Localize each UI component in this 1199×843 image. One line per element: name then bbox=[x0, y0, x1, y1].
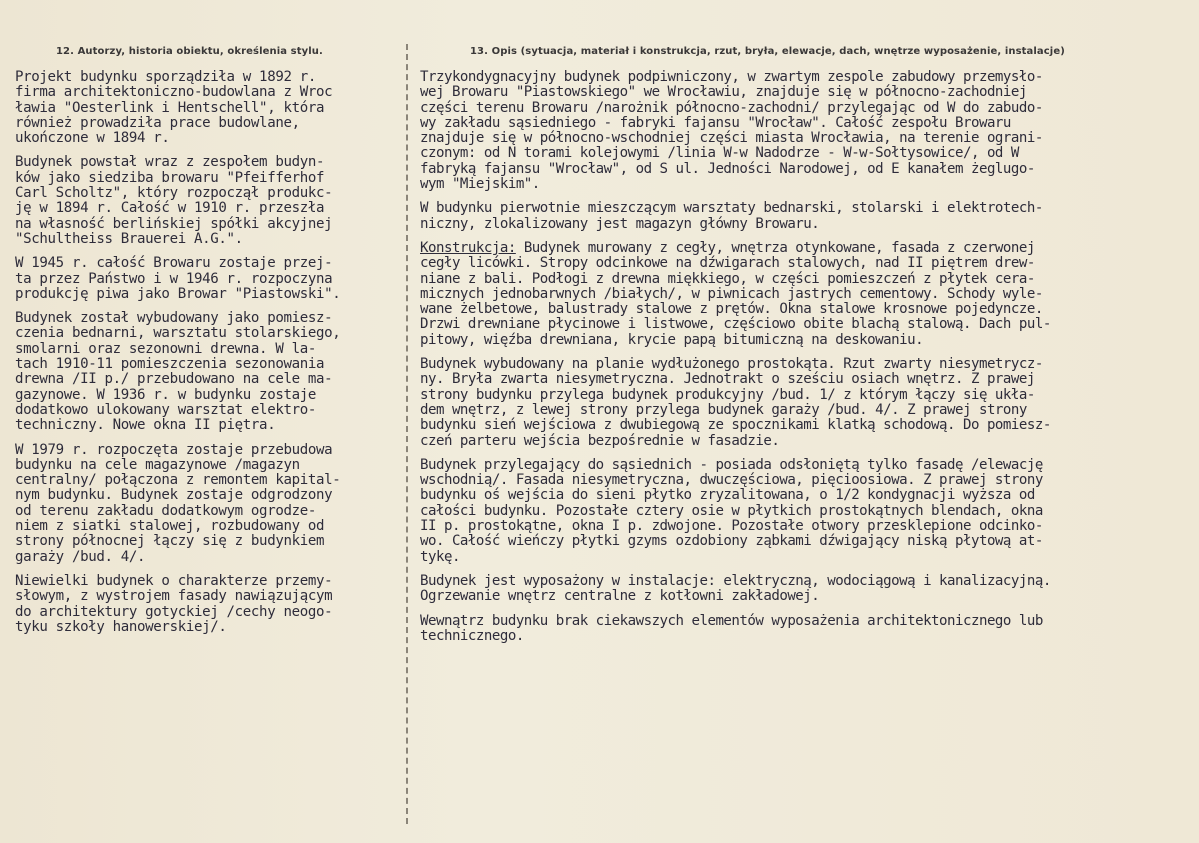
text-paragraph bbox=[420, 574, 1195, 605]
text-line: smolarni oraz sezonowni drewna. W la- bbox=[15, 340, 317, 357]
section-label: Konstrukcja: bbox=[420, 239, 516, 256]
text-line: technicznego. bbox=[420, 627, 524, 644]
text-line: dodatkowo ulokowany warsztat elektro- bbox=[15, 401, 317, 418]
text-line: Carl Scholtz", który rozpoczął produkc- bbox=[15, 185, 333, 202]
text-paragraph bbox=[15, 155, 407, 247]
text-paragraph bbox=[420, 70, 1195, 192]
text-line: W 1979 r. rozpoczęta zostaje przebudowa bbox=[15, 441, 333, 458]
text-line: również prowadziła prace budowlane, bbox=[15, 114, 300, 131]
text-line: Konstrukcja: Budynek murowany z cegły, wnętrza otynkowane, fasada z czerwonej bbox=[420, 239, 1035, 256]
text-line: produkcję piwa jako Browar "Piastowski". bbox=[15, 285, 341, 302]
text-line: wo. Całość wieńczy płytki gzyms ozdobiony ząbkami dźwigający niską płytową at- bbox=[420, 533, 1043, 550]
text-line: do architektury gotyckiej /cechy neogo- bbox=[15, 603, 333, 620]
text-line: pitowy, więźba drewniana, krycie papą bitumiczną na deskowaniu. bbox=[420, 331, 924, 348]
text-line: budynku sień wejściowa z dwubiegową ze spocznikami klatką schodową. Do pomiesz- bbox=[420, 417, 1051, 434]
text-line: słowym, z wystrojem fasady nawiązującym bbox=[15, 588, 333, 605]
text-line: firma architektoniczno-budowlana z Wroc bbox=[15, 84, 333, 101]
text-line: Budynek został wybudowany jako pomiesz- bbox=[15, 310, 333, 327]
text-line: fabryką fajansu "Wrocław", od S ul. Jedności Narodowej, od E kanałem żeglugo- bbox=[420, 160, 1035, 177]
text-line: Budynek wybudowany na planie wydłużonego prostokąta. Rzut zwarty niesymetrycz- bbox=[420, 356, 1043, 373]
text-line: II p. prostokątne, okna I p. zdwojone. Pozostałe otwory przesklepione odcinko- bbox=[420, 518, 1043, 535]
text-line: Budynek powstał wraz z zespołem budyn- bbox=[15, 154, 325, 171]
text-line: niem z siatki stalowej, rozbudowany od bbox=[15, 518, 325, 535]
text-line: nym budynku. Budynek zostaje odgrodzony bbox=[15, 487, 333, 504]
text-paragraph bbox=[420, 241, 1195, 348]
text-line: na własność berlińskiej spółki akcyjnej bbox=[15, 215, 333, 232]
text-line: strony północnej łączy się z budynkiem bbox=[15, 533, 325, 550]
text-line: całości budynku. Pozostałe cztery osie w płytkich prostokątnych blendach, okna bbox=[420, 502, 1043, 519]
text-line: ławia "Oesterlink i Hentschell", która bbox=[15, 99, 325, 116]
text-line: garaży /bud. 4/. bbox=[15, 548, 146, 565]
text-line: techniczny. Nowe okna II piętra. bbox=[15, 417, 276, 434]
text-line: Projekt budynku sporządziła w 1892 r. bbox=[15, 69, 317, 85]
text-paragraph bbox=[15, 574, 407, 635]
text-line: czeń parteru wejścia bezpośrednie w fasadzie. bbox=[420, 432, 780, 449]
text-line: tach 1910-11 pomieszczenia sezonowania bbox=[15, 356, 325, 373]
text-line: ków jako siedziba browaru "Pfeifferhof bbox=[15, 169, 325, 186]
text-line: czenia bednarni, warsztatu stolarskiego, bbox=[15, 325, 341, 342]
text-line: Budynek przylegający do sąsiednich - posiada odsłoniętą tylko fasadę /elewację bbox=[420, 456, 1043, 473]
text-line: tykę. bbox=[420, 548, 460, 565]
text-line: ukończone w 1894 r. bbox=[15, 130, 170, 147]
text-line: cegły licówki. Stropy odcinkowe na dźwigarach stalowych, nad II piętrem drew- bbox=[420, 255, 1035, 272]
text-line: Ogrzewanie wnętrz centralne z kotłowni zakładowej. bbox=[420, 588, 820, 605]
text-paragraph bbox=[15, 70, 407, 146]
text-line: budynku oś wejścia do sieni płytko zryzalitowana, o 1/2 kondygnacji wyższa od bbox=[420, 487, 1035, 504]
text-line: budynku na cele magazynowe /magazyn bbox=[15, 456, 300, 473]
text-line: znajduje się w północno-wschodniej części miasta Wrocławia, na terenie ograni- bbox=[420, 130, 1043, 147]
text-line: micznych jednobarwnych /białych/, w piwnicach jastrych cementowy. Schody wyle- bbox=[420, 285, 1043, 302]
text-line: "Schultheiss Brauerei A.G.". bbox=[15, 230, 243, 247]
text-line: tyku szkoły hanowerskiej/. bbox=[15, 618, 227, 635]
history-column bbox=[15, 70, 407, 644]
text-line: Budynek jest wyposażony w instalacje: elektryczną, wodociągową i kanalizacyjną. bbox=[420, 572, 1051, 589]
text-line: Drzwi drewniane płycinowe i listwowe, częściowo obite blachą stalową. Dach pul- bbox=[420, 316, 1051, 333]
text-paragraph bbox=[420, 357, 1195, 449]
text-line: dem wnętrz, z lewej strony przylega budynek garaży /bud. 4/. Z prawej strony bbox=[420, 401, 1027, 418]
text-line: Niewielki budynek o charakterze przemy- bbox=[15, 572, 333, 589]
text-line: wy zakładu sąsiedniego - fabryki fajansu "Wrocław". Całość zespołu Browaru bbox=[420, 114, 1011, 131]
text-line: ta przez Państwo i w 1946 r. rozpoczyna bbox=[15, 270, 333, 287]
text-line: wej Browaru "Piastowskiego" we Wrocławiu, znajduje się w północno-zachodniej bbox=[420, 84, 1027, 101]
text-line: gazynowe. W 1936 r. w budynku zostaje bbox=[15, 386, 317, 403]
text-line: wane żelbetowe, balustrady stalowe z prętów. Okna stalowe krosnowe pojedyncze. bbox=[420, 301, 1043, 318]
section-13-header: 13. Opis (sytuacja, materiał i konstrukcja, rzut, bryła, elewacje, dach, wnętrze wyposażenie, instalacje) bbox=[470, 46, 1065, 57]
text-line: W budynku pierwotnie mieszczącym warsztaty bednarski, stolarski i elektrotech- bbox=[420, 200, 1043, 217]
text-line: ny. Bryła zwarta niesymetryczna. Jednotrakt o sześciu osiach wnętrz. Z prawej bbox=[420, 371, 1035, 388]
text-line: ję w 1894 r. Całość w 1910 r. przeszła bbox=[15, 200, 325, 217]
text-line: części terenu Browaru /narożnik północno-zachodni/ przylegając od W do zabudo- bbox=[420, 99, 1043, 116]
text-line: wschodnią/. Fasada niesymetryczna, dwuczęściowa, pięcioosiowa. Z prawej strony bbox=[420, 472, 1043, 489]
text-line: W 1945 r. całość Browaru zostaje przej- bbox=[15, 255, 333, 272]
text-line: niczny, zlokalizowany jest magazyn główny Browaru. bbox=[420, 215, 820, 232]
text-paragraph bbox=[420, 201, 1195, 232]
text-paragraph bbox=[15, 256, 407, 302]
text-line: wym "Miejskim". bbox=[420, 176, 540, 193]
text-line: centralny/ połączona z remontem kapital- bbox=[15, 472, 341, 489]
text-line: od terenu zakładu dodatkowym ogrodze- bbox=[15, 502, 317, 519]
text-paragraph bbox=[15, 443, 407, 565]
text-paragraph bbox=[15, 311, 407, 433]
text-line: drewna /II p./ przebudowano na cele ma- bbox=[15, 371, 333, 388]
text-paragraph bbox=[420, 458, 1195, 565]
text-line: niane z bali. Podłogi z drewna miękkiego, w części pomieszczeń z płytek cera- bbox=[420, 270, 1035, 287]
text-line: Trzykondygnacyjny budynek podpiwniczony, w zwartym zespole zabudowy przemysło- bbox=[420, 69, 1043, 85]
section-12-header: 12. Autorzy, historia obiektu, określenia stylu. bbox=[56, 46, 323, 57]
text-line: czonym: od N torami kolejowymi /linia W-w Nadodrze - W-w-Sołtysowice/, od W bbox=[420, 145, 1019, 162]
text-line: strony budynku przylega budynek produkcyjny /bud. 1/ z którym łączy się ukła- bbox=[420, 386, 1035, 403]
description-column bbox=[420, 70, 1195, 653]
text-paragraph bbox=[420, 614, 1195, 645]
text-line: Wewnątrz budynku brak ciekawszych elementów wyposażenia architektonicznego lub bbox=[420, 612, 1043, 629]
